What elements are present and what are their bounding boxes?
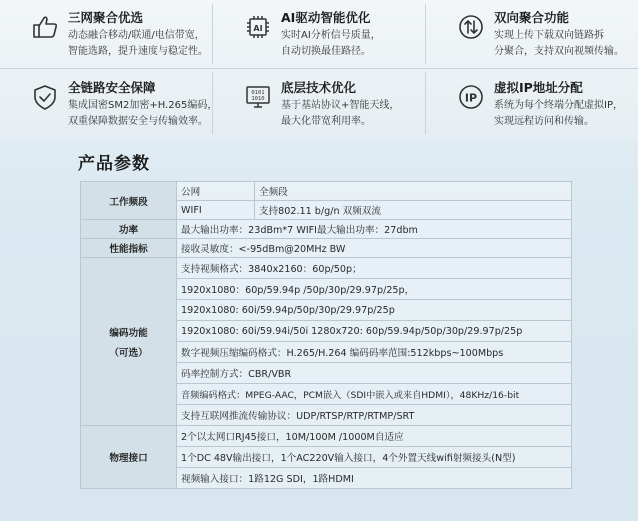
row-label-line: （可选） <box>109 347 148 359</box>
feature-title: 三网聚合优选 <box>68 10 144 25</box>
table-row <box>81 220 572 239</box>
feature-title: 虚拟IP地址分配 <box>494 80 583 95</box>
table-cell: 视频输入接口：1路12G SDI，1路HDMI <box>177 468 572 489</box>
table-cell: 全频段 <box>255 182 572 201</box>
row-label: 性能指标 <box>81 239 177 258</box>
row-label: 功率 <box>81 220 177 239</box>
divider <box>0 68 638 69</box>
feature-title: 底层技术优化 <box>281 80 357 95</box>
row-label: 物理接口 <box>81 426 177 489</box>
table-cell: WIFI <box>177 201 255 220</box>
feature-panel <box>0 0 638 138</box>
row-label-line: 编码功能 <box>109 327 148 339</box>
row-label <box>81 258 177 426</box>
page-title: 产品参数 <box>78 154 150 174</box>
feature-desc: 基于基站协议+智能天线， 最大化带宽利用率。 <box>281 100 400 127</box>
svg-text:AI: AI <box>253 24 263 33</box>
table-cell: 音频编码格式：MPEG-AAC，PCM嵌入（SDI中嵌入或来自HDMI），48KHz/16-bit <box>177 384 572 405</box>
svg-text:IP: IP <box>464 91 478 105</box>
svg-text:0101: 0101 <box>251 90 265 96</box>
shield-check-icon <box>30 82 60 112</box>
table-cell: 最大输出功率：23dBm*7 WIFI最大输出功率：27dbm <box>177 220 572 239</box>
thumbs-up-icon <box>30 12 60 42</box>
feature-title: 全链路安全保障 <box>68 80 156 95</box>
table-cell: 支持视频格式：3840x2160：60p/50p； <box>177 258 572 279</box>
feature-title: AI驱动智能优化 <box>281 10 371 25</box>
feature-low-level <box>213 70 425 138</box>
table-cell: 数字视频压缩编码格式：H.265/H.264 编码码率范围:512kbps~100Mbps <box>177 342 572 363</box>
row-label: 工作频段 <box>81 182 177 220</box>
feature-desc: 实时AI分析信号质量， 自动切换最佳路径。 <box>281 30 381 57</box>
feature-tri-network <box>0 0 212 68</box>
bidirectional-icon <box>456 12 486 42</box>
feature-desc: 集成国密SM2加密+H.265编码， 双重保障数据安全与传输效率。 <box>68 100 218 127</box>
table-cell: 接收灵敏度：<-95dBm@20MHz BW <box>177 239 572 258</box>
feature-desc: 实现上传下载双向链路拆 分聚合，支持双向视频传输。 <box>494 30 624 57</box>
ip-icon <box>456 82 486 112</box>
table-row <box>81 239 572 258</box>
table-row <box>81 182 572 201</box>
spec-table <box>80 181 572 489</box>
table-cell: 支持802.11 b/g/n 双频双流 <box>255 201 572 220</box>
table-cell: 公网 <box>177 182 255 201</box>
feature-desc: 动态融合移动/联通/电信带宽， 智能选路，提升速度与稳定性。 <box>68 30 208 57</box>
table-cell: 1个DC 48V输出接口，1个AC220V输入接口，4个外置天线wifi射频接头(N型) <box>177 447 572 468</box>
table-cell: 2个以太网口RJ45接口，10M/100M /1000M自适应 <box>177 426 572 447</box>
table-cell: 支持互联网推流传输协议：UDP/RTSP/RTP/RTMP/SRT <box>177 405 572 426</box>
table-row <box>81 258 572 279</box>
ai-chip-icon <box>243 12 273 42</box>
feature-security <box>0 70 218 138</box>
table-cell: 1920x1080: 60i/59.94p/50p/30p/29.97p/25p <box>177 300 572 321</box>
feature-desc: 系统为每个终端分配虚拟IP， 实现远程访问和传输。 <box>494 100 623 127</box>
feature-ai <box>213 0 425 68</box>
svg-text:1010: 1010 <box>251 96 265 102</box>
feature-title: 双向聚合功能 <box>494 10 570 25</box>
feature-bidirectional <box>426 0 638 68</box>
feature-virtual-ip <box>426 70 638 138</box>
table-cell: 码率控制方式：CBR/VBR <box>177 363 572 384</box>
table-row <box>81 426 572 447</box>
binary-monitor-icon <box>243 82 273 112</box>
table-cell: 1920x1080：60p/59.94p /50p/30p/29.97p/25p， <box>177 279 572 300</box>
table-cell: 1920x1080: 60i/59.94i/50i 1280x720: 60p/59.94p/50p/30p/29.97p/25p <box>177 321 572 342</box>
